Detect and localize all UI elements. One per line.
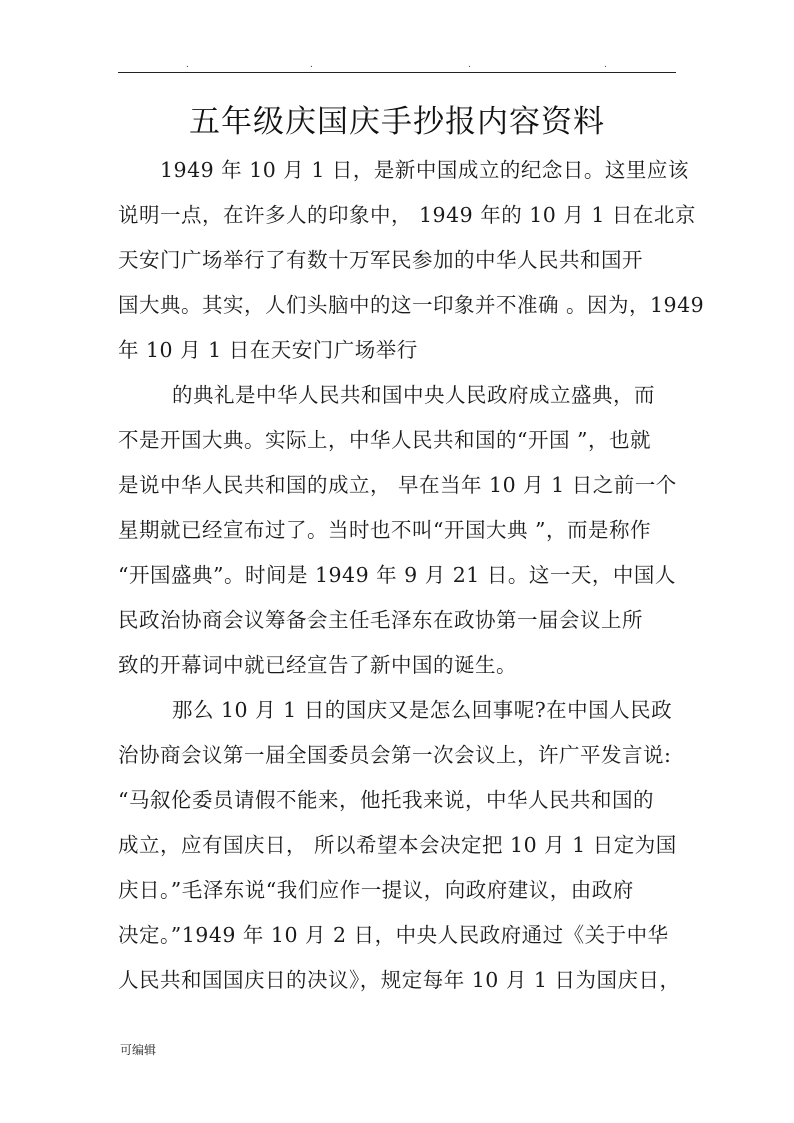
text-line: 人民共和国国庆日的决议》，规定每年 10 月 1 日为国庆日，	[118, 968, 681, 992]
text-line: 的典礼是中华人民共和国中央人民政府成立盛典，而	[172, 383, 655, 407]
text-line: “开国盛典”。时间是 1949 年 9 月 21 日。这一天，中国人	[118, 563, 676, 587]
header-dot: .	[186, 59, 189, 70]
text-line: 庆日。”毛泽东说“我们应作一提议，向政府建议，由政府	[118, 878, 634, 902]
text-line: 治协商会议第一届全国委员会第一次会议上，许广平发言说:	[118, 743, 672, 767]
text-line: 天安门广场举行了有数十万军民参加的中华人民共和国开	[118, 248, 643, 272]
text-line: 民政治协商会议筹备会主任毛泽东在政协第一届会议上所	[118, 608, 643, 632]
header-dot: .	[468, 59, 471, 70]
header-dot: .	[310, 59, 313, 70]
footer-editable-label: 可编辑	[120, 1043, 157, 1057]
text-line: 1949 年 10 月 1 日，是新中国成立的纪念日。这里应该	[160, 158, 689, 182]
text-line: 年 10 月 1 日在天安门广场举行	[118, 338, 418, 362]
document-title: 五年级庆国庆手抄报内容资料	[189, 104, 605, 140]
text-line: 决定。”1949 年 10 月 2 日，中央人民政府通过《关于中华	[118, 923, 669, 947]
text-line: 成立，应有国庆日， 所以希望本会决定把 10 月 1 日定为国	[118, 833, 677, 857]
text-line: 致的开幕词中就已经宣告了新中国的诞生。	[118, 653, 517, 677]
text-line: 那么 10 月 1 日的国庆又是怎么回事呢?在中国人民政	[172, 698, 673, 722]
header-rule	[118, 72, 676, 73]
text-line: 国大典。其实，人们头脑中的这一印象并不准确 。因为，1949	[118, 293, 705, 317]
text-line: 说明一点，在许多人的印象中， 1949 年的 10 月 1 日在北京	[118, 203, 696, 227]
text-line: 不是开国大典。实际上，中华人民共和国的“开国 ”，也就	[118, 428, 651, 452]
text-line: 星期就已经宣布过了。当时也不叫“开国大典 ”，而是称作	[118, 518, 651, 542]
text-line: 是说中华人民共和国的成立， 早在当年 10 月 1 日之前一个	[118, 473, 677, 497]
text-line: “马叙伦委员请假不能来，他托我来说，中华人民共和国的	[118, 788, 654, 812]
header-dot: .	[604, 59, 607, 70]
